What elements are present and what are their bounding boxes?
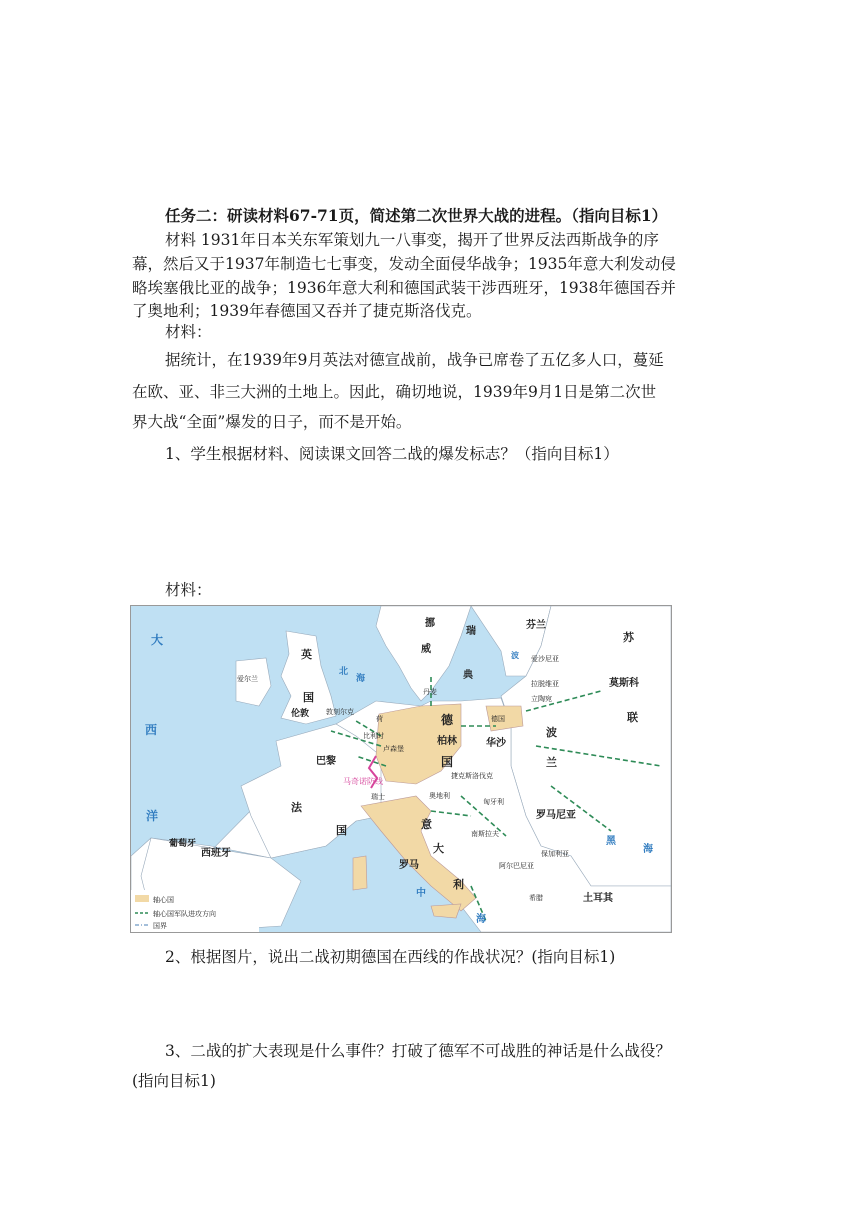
map-label-poland: 波 (546, 726, 557, 739)
map-label-portugal: 葡萄牙 (169, 839, 197, 849)
legend-axis: 轴心国 (153, 896, 174, 904)
map-label-atlantic: 洋 (146, 809, 159, 823)
map-label-blacksea: 黑 (606, 836, 616, 847)
material2-line: 在欧、亚、非三大洲的土地上。因此，确切地说，1939年9月1日是第二次世 (132, 383, 657, 401)
map-label-atlantic: 西 (145, 723, 158, 737)
material1-line: 了奥地利；1939年春德国又吞并了捷克斯洛伐克。 (132, 302, 482, 320)
map-label-baltic: 波 (511, 651, 519, 660)
map-label-france: 法 (291, 801, 302, 814)
map-label-italy: 意 (421, 818, 432, 831)
material1-line: 材料 1931年日本关东军策划九一八事变，揭开了世界反法西斯战争的序 (165, 231, 659, 249)
map-label-luxembourg: 卢森堡 (383, 745, 404, 753)
legend-border: 国界 (153, 922, 167, 930)
map-label-finland: 芬兰 (526, 620, 546, 631)
map-label-spain: 西班牙 (201, 848, 231, 859)
map-legend (131, 890, 259, 932)
map-label-dunkirk: 敦刻尔克 (326, 708, 354, 716)
map-label-norway: 挪 (425, 618, 435, 629)
map-label-italy: 利 (453, 878, 464, 891)
map-label-estonia: 爱沙尼亚 (531, 655, 559, 663)
map-label-germany: 国 (441, 755, 454, 769)
material1-line: 略埃塞俄比亚的战争；1936年意大利和德国武装干涉西班牙，1938年德国吞并 (132, 279, 676, 297)
map-label-albania: 阿尔巴尼亚 (499, 862, 534, 870)
map-label-hungary: 匈牙利 (483, 798, 504, 806)
map-label-greece: 希腊 (529, 894, 543, 902)
task-title: 任务二：研读材料67-71页，简述第二次世界大战的进程。（指向目标1） (165, 206, 668, 225)
map-label-berlin: 柏林 (437, 736, 457, 747)
material3-label: 材料： (165, 581, 212, 599)
map-label-med: 中 (416, 888, 426, 899)
map-label-paris: 巴黎 (316, 756, 336, 767)
map-label-london: 伦敦 (291, 709, 310, 719)
map-axis-sicily (431, 904, 461, 918)
map-label-lithuania: 立陶宛 (531, 695, 552, 703)
map-label-switzerland: 瑞士 (371, 793, 385, 801)
map-label-maginot: 马奇诺防线 (343, 777, 383, 786)
map-label-ireland: 爱尔兰 (237, 675, 258, 683)
map-label-poland: 兰 (546, 756, 557, 769)
map-label-uk: 国 (303, 691, 314, 704)
map-label-warsaw: 华沙 (486, 738, 506, 749)
map-label-france: 国 (336, 824, 347, 837)
map-label-sweden: 瑞 (466, 626, 476, 637)
map-label-belgium: 比利时 (363, 732, 384, 740)
map-label-romania: 罗马尼亚 (536, 810, 576, 821)
map-label-northsea: 海 (356, 674, 366, 684)
europe-war-map (130, 605, 672, 933)
legend-attack: 轴心国军队进攻方向 (153, 910, 216, 918)
map-label-sweden: 典 (463, 670, 473, 681)
material2-line: 据统计，在1939年9月英法对德宣战前，战争已席卷了五亿多人口，蔓延 (165, 351, 664, 369)
map-label-soviet: 联 (627, 711, 638, 724)
map-label-uk: 英 (301, 648, 312, 661)
map-label-northsea: 北 (339, 667, 349, 677)
map-label-yugoslavia: 南斯拉夫 (471, 830, 499, 838)
map-label-italy: 大 (433, 842, 444, 855)
map-label-norway: 威 (421, 644, 431, 655)
map-label-blacksea: 海 (643, 844, 653, 855)
map-label-soviet: 苏 (623, 631, 634, 644)
question-2: 2、根据图片，说出二战初期德国在西线的作战状况？(指向目标1) (165, 948, 616, 966)
question-3-cont: (指向目标1) (132, 1072, 216, 1090)
map-label-denmark: 丹麦 (423, 688, 437, 696)
map-label-austria: 奥地利 (429, 792, 450, 800)
map-label-med: 海 (476, 914, 486, 925)
map-label-turkey: 土耳其 (583, 893, 613, 904)
map-label-bulgaria: 保加利亚 (541, 850, 569, 858)
question-1: 1、学生根据材料、阅读课文回答二战的爆发标志？（指向目标1） (165, 445, 619, 463)
map-label-czech: 捷克斯洛伐克 (451, 772, 493, 780)
material2-line: 界大战“全面”爆发的日子，而不是开始。 (132, 413, 412, 431)
map-axis-sardinia (353, 856, 367, 890)
material2-label: 材料： (165, 323, 212, 341)
map-label-moscow: 莫斯科 (609, 678, 639, 689)
map-label-germany: 德 (441, 713, 454, 727)
map-label-netherlands: 荷 (376, 715, 383, 723)
material1-line: 幕，然后又于1937年制造七七事变，发动全面侵华战争；1935年意大利发动侵 (132, 255, 676, 273)
map-label-eastprussia: 德国 (491, 715, 505, 723)
question-3: 3、二战的扩大表现是什么事件？打破了德军不可战胜的神话是什么战役？ (165, 1042, 671, 1060)
map-label-atlantic: 大 (151, 633, 164, 647)
map-label-latvia: 拉脱维亚 (531, 680, 559, 688)
map-label-rome: 罗马 (399, 860, 419, 871)
